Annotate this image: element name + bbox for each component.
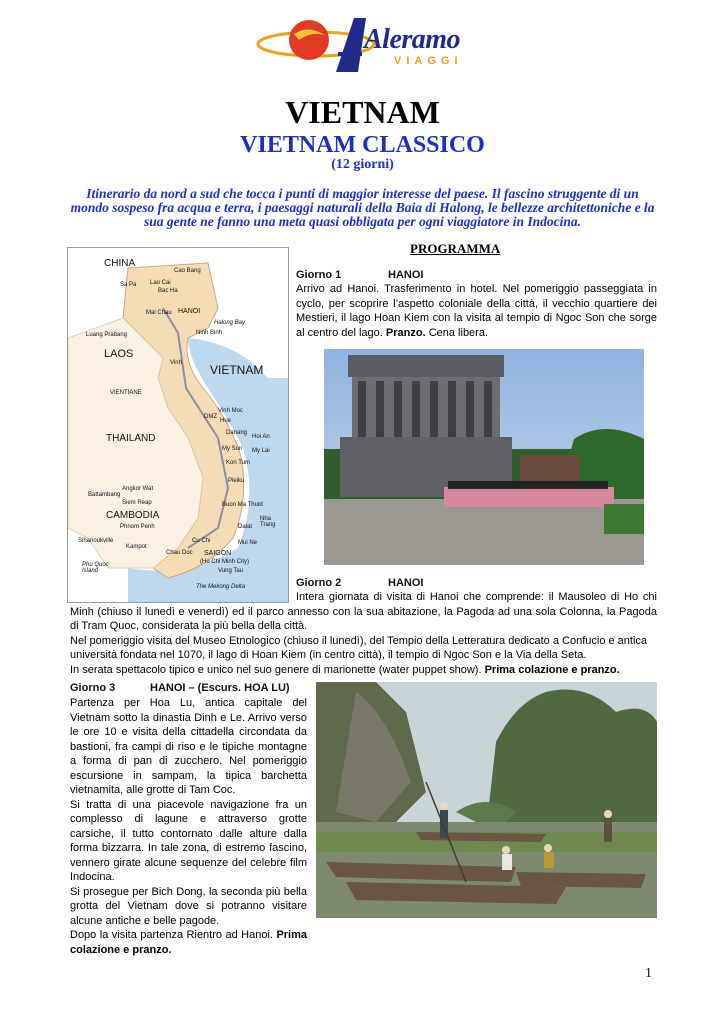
day3-label: Giorno 3 xyxy=(70,682,116,694)
day3-place: HANOI – (Escurs. HOA LU) xyxy=(150,682,290,694)
day2-description xyxy=(70,590,657,677)
map-city: Vinh xyxy=(170,360,182,366)
map-city-hanoi: HANOI xyxy=(178,308,201,315)
page-number: 1 xyxy=(645,966,652,981)
day2-heading xyxy=(296,577,423,589)
map-city: Hue xyxy=(220,418,232,424)
map-city: Lao Cai xyxy=(150,280,171,286)
map-city: Kampot xyxy=(126,544,147,550)
map-city: Danang xyxy=(226,430,248,436)
map-city: Vung Tau xyxy=(218,568,244,574)
aleramo-viaggi-logo xyxy=(254,14,466,76)
day2-text2: Nel pomeriggio visita del Museo Etnologico (chiuso il lunedì), del Tempio della Letteratura dedicato a Confucio e antica università fondata nel 1070, il lago di Hoan Kiem (in centro città), il tempio di Ngoc Son e la Via della Seta. xyxy=(70,634,648,661)
day3-heading xyxy=(70,682,290,694)
day3-p3: Si prosegue per Bich Dong, la seconda più bella grotta del Vietnam dove si potranno visitare alcune antiche e belle pagode. xyxy=(70,885,307,927)
day2-place: HANOI xyxy=(388,577,424,589)
logo-text: Aleramo xyxy=(364,24,461,55)
map-city: Mui Ne xyxy=(238,540,258,546)
map-city: Hoi An xyxy=(252,434,270,440)
map-city: DMZ xyxy=(204,414,217,420)
day1-description xyxy=(296,282,657,340)
map-label-vietnam: VIETNAM xyxy=(210,363,264,377)
map-label-china: CHINA xyxy=(104,258,136,269)
map-drawing xyxy=(68,248,288,602)
intro-paragraph: Itinerario da nord a sud che tocca i punti di maggior interesse del paese. Il fascino struggente di un mondo sospeso fra acqua e terra, i paesaggi naturali della Baia di Halong, le bellezze architettoniche e la sua gente ne fanno una meta quasi obbligata per ogni viaggiatore in Indocina. xyxy=(70,186,655,229)
map-city: Sa Pa xyxy=(120,282,137,288)
day2-text1: Intera giornata di visita di Hanoi che comprende: il Mausoleo di Ho chi Minh (chiuso il lunedì e venerdì) ed il parco annesso con la sua abitazione, la Pagoda ad una sola Colonna, la Pagoda di Tram Quoc, considerata la più bella della città. xyxy=(70,591,657,632)
day1-heading xyxy=(296,269,423,281)
map-city: Dalat xyxy=(238,524,253,530)
day1-end: Cena libera. xyxy=(425,326,489,339)
map-city: Phu Quoc Island xyxy=(82,562,109,574)
programma-heading: PROGRAMMA xyxy=(410,241,501,256)
map-city: Cao Bang xyxy=(174,268,201,274)
day3-description xyxy=(70,696,307,957)
day2-meal: Prima colazione e pranzo. xyxy=(484,663,620,676)
map-city: Battambang xyxy=(88,492,121,498)
day3-p1: Partenza per Hoa Lu, antica capitale del Vietnam sotto la dinastia Dinh e Le. Arrivo verso le ore 10 e visita della cittadella circondata da bastioni, fra campi di riso e le tipiche montagne a forma di pan di zucchero. Nel pomeriggio escursione in sampam, la tipica barchetta vietnamita, alle grotte di Tam Coc. xyxy=(70,697,307,796)
map-city: Luang Prabang xyxy=(86,332,128,338)
day3-p2: Si tratta di una piacevole navigazione fra un complesso di lagune e attraverso grotte carsiche, il tutto contornato dalle alture dalla forma bizzarra. In tale zona, di estremo fascino, vennero girate alcune sequenze del celebre film Indocina. xyxy=(70,798,307,883)
day2-text3: In serata spettacolo tipico e unico nel suo genere di marionette (water puppet show). xyxy=(70,663,482,676)
map-city: My Lai xyxy=(252,448,270,454)
map-label-mekong-delta: The Mekong Delta xyxy=(196,584,246,590)
mausoleum-image xyxy=(324,349,644,565)
day3-p4: Dopo la visita partenza Rientro ad Hanoi. xyxy=(70,929,273,941)
day2-text3-line xyxy=(70,663,657,678)
map-label-cambodia: CAMBODIA xyxy=(106,510,160,521)
map-city-saigon: SAIGON xyxy=(204,550,232,557)
ho-chi-minh-mausoleum-photo xyxy=(324,349,644,565)
map-city: My Son xyxy=(222,446,243,452)
logo-subtext: VIAGGI xyxy=(394,55,463,67)
map-label-thailand: THAILAND xyxy=(106,433,156,444)
map-city: Pleiku xyxy=(228,478,245,484)
vietnam-map xyxy=(67,247,289,603)
map-city: Siem Reap xyxy=(122,500,152,506)
trip-duration: (12 giorni) xyxy=(331,157,394,172)
map-city: Kon Tum xyxy=(226,460,251,466)
map-city: Halong Bay xyxy=(214,320,246,326)
tam-coc-image xyxy=(316,682,657,918)
day3-p4-line xyxy=(70,928,307,957)
map-city: Mai Chau xyxy=(146,310,172,316)
map-city: Sihanoukville xyxy=(78,538,114,544)
map-city: Ninh Binh xyxy=(196,330,223,336)
day1-text: Arrivo ad Hanoi. Trasferimento in hotel. Nel pomeriggio passeggiata in cyclo, per scoprire l’aspetto coloniale della città, il vecchio quartiere dei Mestieri, il lago Hoan Kiem con la visita al tempio di Ngoc Son che sorge al centro del lago. xyxy=(296,283,657,339)
map-city: Chau Doc xyxy=(166,550,193,556)
map-city: Nha Trang xyxy=(260,516,276,528)
page-subtitle: VIETNAM CLASSICO xyxy=(240,132,485,158)
day1-label: Giorno 1 xyxy=(296,269,342,281)
map-city: Buon Ma Thuot xyxy=(222,502,263,508)
page-title: VIETNAM xyxy=(285,94,440,130)
map-city-vientiane: VIENTIANE xyxy=(110,390,142,396)
day1-place: HANOI xyxy=(388,269,424,281)
day3-meal: Prima colazione e pranzo. xyxy=(70,929,308,956)
map-city: (Ho Chi Minh City) xyxy=(200,559,250,565)
day1-meal: Pranzo. xyxy=(385,326,426,339)
map-city: Vinh Moc xyxy=(218,408,243,414)
map-city: Angkor Wat xyxy=(122,486,154,492)
map-label-laos: LAOS xyxy=(104,348,134,360)
map-city: Bac Ha xyxy=(158,288,178,294)
tam-coc-boats-photo xyxy=(316,682,657,918)
map-city: Phnom Penh xyxy=(120,524,155,530)
map-city: Cu Chi xyxy=(192,538,211,544)
day2-label: Giorno 2 xyxy=(296,577,342,589)
